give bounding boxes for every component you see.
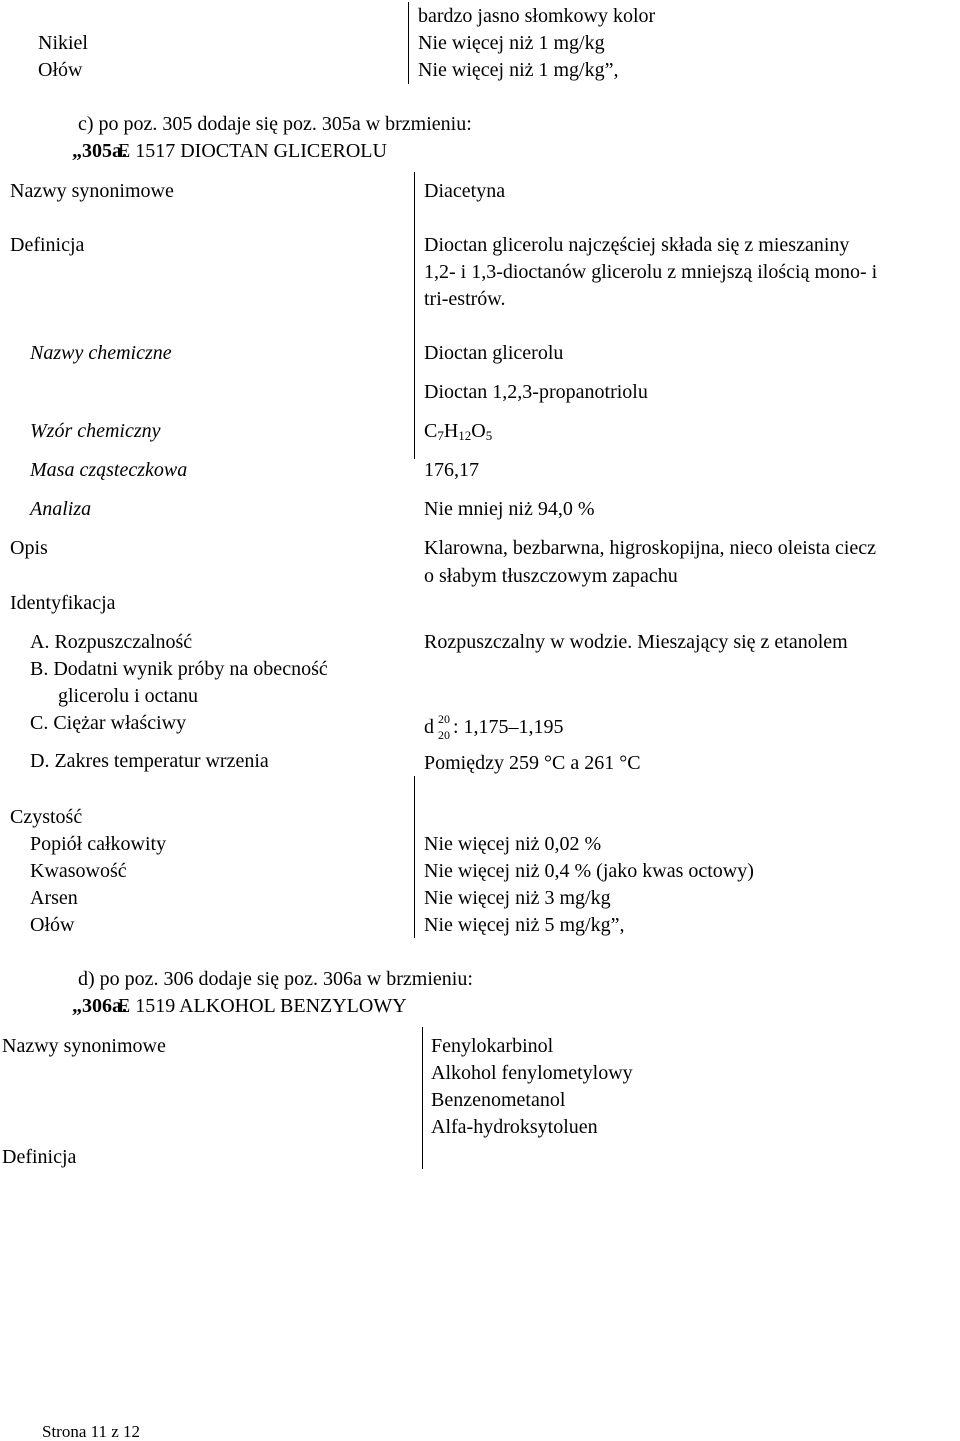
e1517-definition-line-1: Dioctan glicerolu najczęściej składa się z mieszaniny (424, 234, 850, 256)
purity-ash-label: Popiół całkowity (30, 833, 167, 855)
e1517-id-b-label-1: B. Dodatni wynik próby na obecność (30, 658, 328, 680)
e1517-description-label: Opis (10, 537, 48, 559)
e1519-table-divider (422, 1027, 423, 1169)
e1517-description-line-2: o słabym tłuszczowym zapachu (424, 565, 678, 587)
e1517-definition-line-3: tri-estrów. (424, 288, 506, 310)
e1519-synonyms-label: Nazwy synonimowe (2, 1035, 166, 1057)
e1517-assay-label: Analiza (30, 498, 92, 520)
formula-o-count: 5 (485, 428, 493, 443)
e1517-identification-label: Identyfikacja (10, 592, 116, 614)
e1517-purity-label: Czystość (10, 806, 83, 828)
e1517-id-c-symbol: d (424, 716, 434, 738)
page-footer: Strona 11 z 12 (42, 1422, 141, 1441)
purity-lead-value: Nie więcej niż 5 mg/kg”, (424, 914, 625, 936)
section-d-item-title: E 1519 ALKOHOL BENZYLOWY (118, 995, 407, 1017)
e1517-id-d-value: Pomiędzy 259 °C a 261 °C (424, 752, 641, 774)
section-c-item-number: „305a. (72, 140, 127, 162)
section-d-instruction: d) po poz. 306 dodaje się poz. 306a w brzmieniu: (78, 968, 473, 990)
e1519-definition-label: Definicja (2, 1146, 77, 1168)
purity-arsenic-label: Arsen (30, 887, 78, 909)
formula-o: O (471, 420, 486, 442)
lead-label: Ołów (38, 59, 83, 81)
nickel-value: Nie więcej niż 1 mg/kg (418, 32, 605, 54)
purity-lead-label: Ołów (30, 914, 75, 936)
e1517-id-c-value: : 1,175–1,195 (453, 716, 564, 738)
formula-c: C (424, 420, 438, 442)
e1519-synonym-2: Alkohol fenylometylowy (431, 1062, 633, 1084)
e1517-mass-value: 176,17 (424, 459, 479, 481)
e1519-synonym-3: Benzenometanol (431, 1089, 566, 1111)
formula-c-count: 7 (437, 428, 444, 443)
e1519-synonym-1: Fenylokarbinol (431, 1035, 554, 1057)
e1517-formula (424, 421, 492, 442)
e1517-id-a-label: A. Rozpuszczalność (30, 631, 193, 653)
nickel-label: Nikiel (38, 32, 88, 54)
purity-acidity-label: Kwasowość (30, 860, 127, 882)
top-table-divider (408, 2, 409, 84)
e1517-chem-name-1: Dioctan glicerolu (424, 342, 564, 364)
e1517-id-c-sup: 20 (438, 712, 450, 726)
e1517-mass-label: Masa cząsteczkowa (30, 459, 188, 481)
e1517-definition-label: Definicja (10, 234, 85, 256)
e1517-table-divider (414, 172, 415, 459)
e1517-synonyms-label: Nazwy synonimowe (10, 180, 174, 202)
purity-arsenic-value: Nie więcej niż 3 mg/kg (424, 887, 611, 909)
e1517-id-a-value: Rozpuszczalny w wodzie. Mieszający się z etanolem (424, 631, 848, 653)
e1517-synonyms-value: Diacetyna (424, 180, 506, 202)
e1517-formula-label: Wzór chemiczny (30, 420, 161, 442)
lead-value: Nie więcej niż 1 mg/kg”, (418, 59, 619, 81)
section-d-item-number: „306a. (72, 995, 127, 1017)
purity-acidity-value: Nie więcej niż 0,4 % (jako kwas octowy) (424, 860, 754, 882)
section-c-item-title: E 1517 DIOCTAN GLICEROLU (118, 140, 387, 162)
e1519-synonym-4: Alfa-hydroksytoluen (431, 1116, 598, 1138)
formula-h-count: 12 (458, 428, 472, 443)
formula-h: H (443, 420, 459, 442)
e1517-definition-line-2: 1,2- i 1,3-dioctanów glicerolu z mniejszą ilością mono- i (424, 261, 878, 283)
color-note: bardzo jasno słomkowy kolor (418, 5, 656, 27)
section-c-instruction: c) po poz. 305 dodaje się poz. 305a w brzmieniu: (78, 113, 472, 135)
purity-ash-value: Nie więcej niż 0,02 % (424, 833, 602, 855)
purity-table-divider (414, 776, 415, 938)
e1517-id-d-label: D. Zakres temperatur wrzenia (30, 750, 269, 772)
e1517-description-line-1: Klarowna, bezbarwna, higroskopijna, nieco oleista ciecz (424, 537, 877, 559)
e1517-id-b-label-2: glicerolu i octanu (58, 685, 198, 707)
e1517-chem-names-label: Nazwy chemiczne (30, 342, 172, 364)
e1517-chem-name-2: Dioctan 1,2,3-propanotriolu (424, 381, 648, 403)
e1517-id-c-label: C. Ciężar właściwy (30, 712, 187, 734)
e1517-assay-value: Nie mniej niż 94,0 % (424, 498, 595, 520)
e1517-id-c-sub: 20 (438, 728, 450, 742)
